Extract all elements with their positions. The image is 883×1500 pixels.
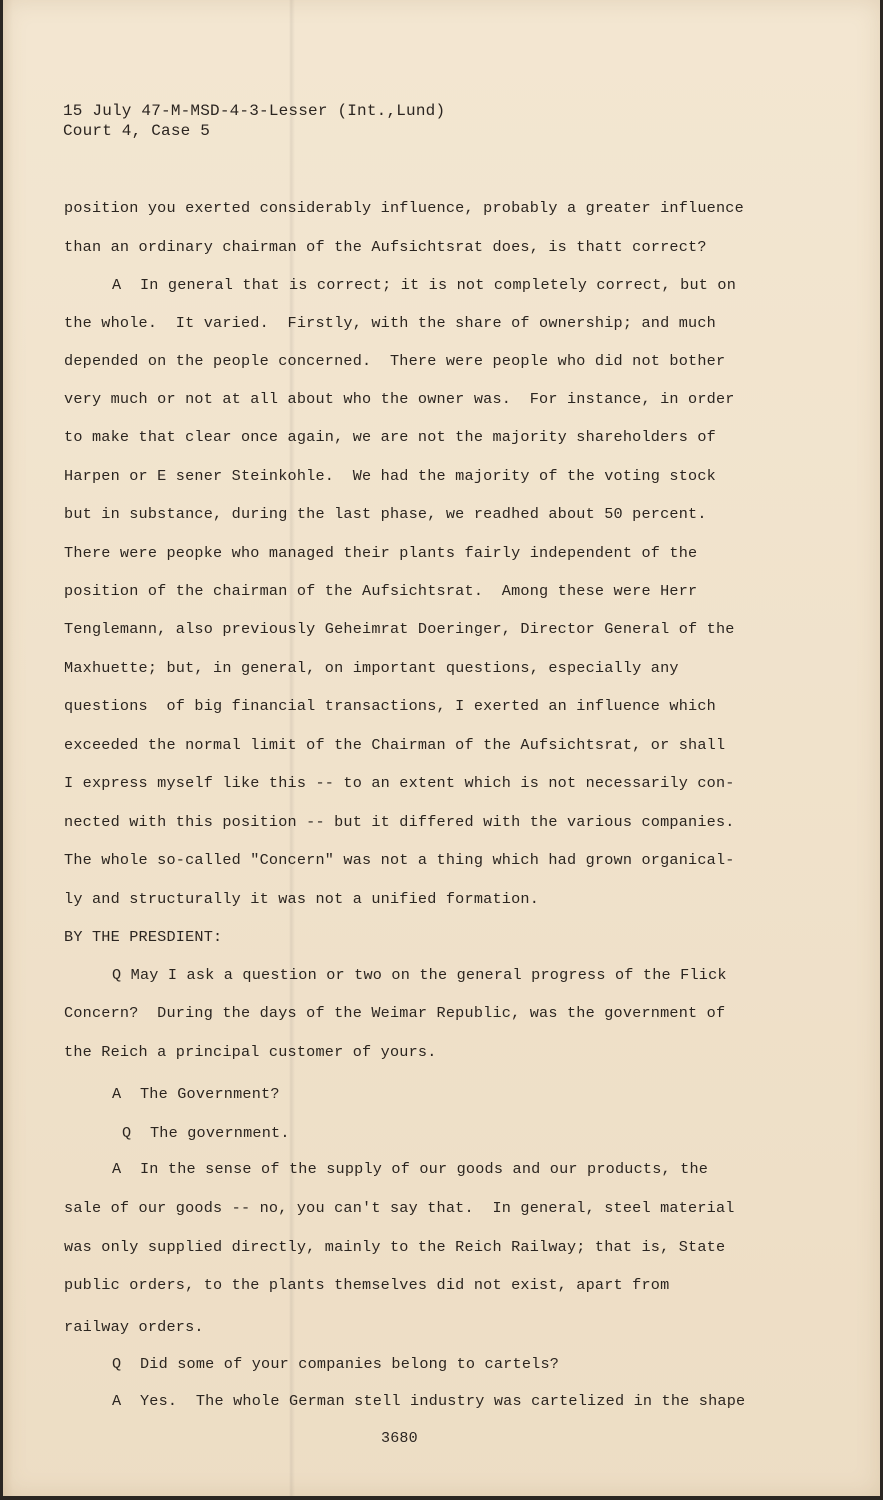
transcript-line: depended on the people concerned. There were people who did not bother — [64, 352, 726, 370]
transcript-line: Tenglemann, also previously Geheimrat Doeringer, Director General of the — [64, 620, 735, 638]
header-docket-line: 15 July 47-M-MSD-4-3-Lesser (Int.,Lund) — [63, 102, 446, 120]
transcript-line: There were peopke who managed their plants fairly independent of the — [64, 544, 698, 562]
transcript-line: the whole. It varied. Firstly, with the share of ownership; and much — [64, 314, 716, 332]
speaker-heading: BY THE PRESDIENT: — [64, 928, 223, 946]
transcript-line: exceeded the normal limit of the Chairman of the Aufsichtsrat, or shall — [64, 736, 726, 754]
answer-line: A Yes. The whole German stell industry was cartelized in the shape — [112, 1392, 746, 1410]
transcript-line: Harpen or E sener Steinkohle. We had the majority of the voting stock — [64, 467, 716, 485]
page-number: 3680 — [381, 1430, 418, 1447]
question-line: Q Did some of your companies belong to cartels? — [112, 1355, 560, 1373]
transcript-line: position of the chairman of the Aufsichtsrat. Among these were Herr — [64, 582, 698, 600]
header-court-line: Court 4, Case 5 — [63, 122, 211, 140]
question-line: Q The government. — [122, 1124, 290, 1142]
transcript-line: The whole so-called "Concern" was not a thing which had grown organical- — [64, 851, 735, 869]
answer-line: A The Government? — [112, 1085, 280, 1103]
transcript-line: was only supplied directly, mainly to the Reich Railway; that is, State — [64, 1238, 726, 1256]
transcript-line: nected with this position -- but it differed with the various companies. — [64, 813, 735, 831]
transcript-line: I express myself like this -- to an extent which is not necessarily con- — [64, 774, 735, 792]
transcript-line: Concern? During the days of the Weimar Republic, was the government of — [64, 1004, 726, 1022]
transcript-line: Maxhuette; but, in general, on important questions, especially any — [64, 659, 679, 677]
transcript-line: very much or not at all about who the owner was. For instance, in order — [64, 390, 735, 408]
document-page — [3, 0, 880, 1496]
transcript-line: but in substance, during the last phase, we readhed about 50 percent. — [64, 505, 707, 523]
transcript-line: to make that clear once again, we are not the majority shareholders of — [64, 428, 716, 446]
transcript-line: ly and structurally it was not a unified formation. — [64, 890, 540, 908]
question-line: Q May I ask a question or two on the general progress of the Flick — [112, 966, 727, 984]
transcript-line: railway orders. — [64, 1318, 204, 1336]
transcript-line: questions of big financial transactions, I exerted an influence which — [64, 697, 716, 715]
answer-line: A In the sense of the supply of our goods and our products, the — [112, 1160, 709, 1178]
transcript-line: public orders, to the plants themselves did not exist, apart from — [64, 1276, 670, 1294]
transcript-line: position you exerted considerably influence, probably a greater influence — [64, 199, 744, 217]
transcript-line: than an ordinary chairman of the Aufsichtsrat does, is thatt correct? — [64, 238, 707, 256]
transcript-line: the Reich a principal customer of yours. — [64, 1043, 437, 1061]
answer-line: A In general that is correct; it is not completely correct, but on — [112, 276, 737, 294]
transcript-line: sale of our goods -- no, you can't say that. In general, steel material — [64, 1199, 735, 1217]
